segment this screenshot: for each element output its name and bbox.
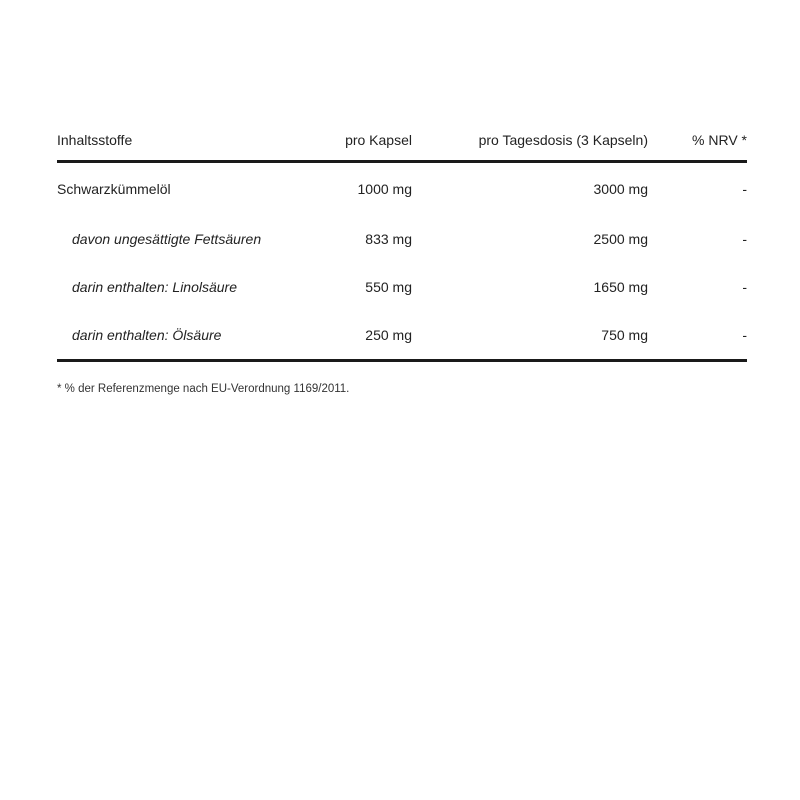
ingredient-name: davon ungesättigte Fettsäuren xyxy=(72,231,262,247)
table-row xyxy=(57,311,747,361)
per-daily-dose-value: 2500 mg xyxy=(593,231,648,247)
table-body xyxy=(57,162,747,361)
header-row xyxy=(57,120,747,162)
per-daily-dose-value: 1650 mg xyxy=(593,279,648,295)
per-daily-dose-value: 3000 mg xyxy=(593,181,648,197)
table-header xyxy=(57,120,747,162)
per-capsule-value: 1000 mg xyxy=(357,181,412,197)
ingredient-name: Schwarzkümmelöl xyxy=(57,181,171,197)
table-row xyxy=(57,215,747,263)
header-ingredients: Inhaltsstoffe xyxy=(57,120,322,162)
table-row xyxy=(57,263,747,311)
nrv-value: - xyxy=(742,231,747,247)
per-daily-dose-value: 750 mg xyxy=(412,311,648,361)
per-capsule-value: 550 mg xyxy=(365,279,412,295)
nrv-value: - xyxy=(742,279,747,295)
ingredient-name: darin enthalten: Ölsäure xyxy=(57,311,322,361)
ingredient-name: darin enthalten: Linolsäure xyxy=(72,279,238,295)
header-nrv: % NRV * xyxy=(648,120,747,162)
per-capsule-value: 833 mg xyxy=(365,231,412,247)
nrv-value: - xyxy=(648,311,747,361)
nutrition-table-container xyxy=(57,120,747,362)
table-row xyxy=(57,162,747,216)
header-per-capsule: pro Kapsel xyxy=(322,120,412,162)
nutrition-table xyxy=(57,120,747,362)
header-per-daily-dose: pro Tagesdosis (3 Kapseln) xyxy=(412,120,648,162)
nrv-value: - xyxy=(742,181,747,197)
per-capsule-value: 250 mg xyxy=(322,311,412,361)
footnote: * % der Referenzmenge nach EU-Verordnung 1169/2011. xyxy=(57,383,350,395)
